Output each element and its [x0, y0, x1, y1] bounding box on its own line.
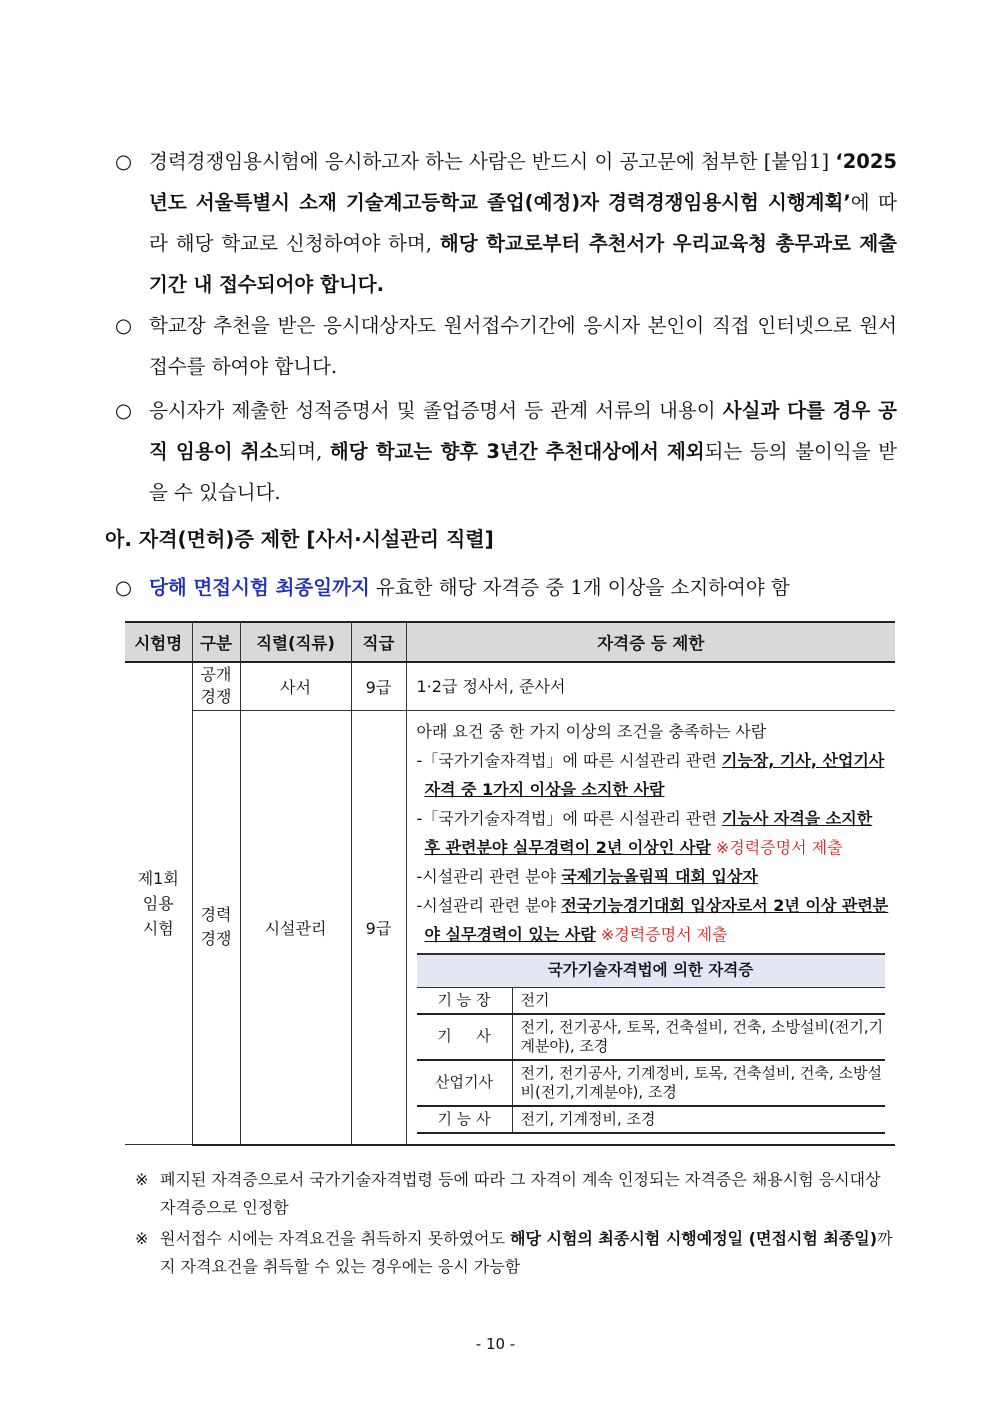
note-acquisition-deadline: ※ 원서접수 시에는 자격요건을 취득하지 못하였어도 해당 시험의 최종시험 시행예정일 (면접시험 최종일)까지 자격요건을 취득할 수 있는 경우에는 응시 가능함	[135, 1225, 895, 1281]
grade-cell: 9급	[351, 662, 406, 710]
note-abolished-licenses: ※ 폐지된 자격증으로서 국가기술자격법령 등에 따라 그 자격이 계속 인정되는 자격증은 채용시험 응시대상 자격증으로 인정함	[135, 1166, 895, 1222]
subtable-title: 국가기술자격법에 의한 자격증	[417, 954, 885, 988]
table-row	[125, 662, 895, 710]
header-type: 구분	[192, 622, 240, 662]
header-exam-name: 시험명	[125, 622, 192, 662]
emphasis-text: 해당 학교는 향후 3년간 추천대상에서 제외	[329, 440, 705, 463]
series-cell: 시설관리	[240, 710, 351, 1145]
type-cell: 경력 경쟁	[192, 710, 240, 1145]
circle-bullet-icon: ○	[115, 576, 133, 599]
emphasis-text: 사실과 다를 경우 공직 임용이 취소	[149, 399, 897, 463]
series-cell: 사서	[240, 662, 351, 710]
emphasis-text: 해당 학교로부터 추천서가 우리교육청 총무과로 제출 기간 내 접수되어야 합니다.	[149, 232, 898, 296]
note-mark-icon: ※	[135, 1170, 149, 1189]
section-heading: 아. 자격(면허)증 제한 [사서·시설관리 직렬]	[105, 527, 494, 551]
page-number: - 10 -	[475, 1335, 516, 1353]
requirement-intro: 아래 요건 중 한 가지 이상의 조건을 충족하는 사람	[416, 721, 767, 741]
subtable-row: 기 능 장 전기	[417, 987, 885, 1014]
type-cell: 공개 경쟁	[192, 662, 240, 710]
circle-bullet-icon: ○	[115, 150, 133, 173]
paragraph-text: 에 따라 해당 학교로 신청하여야 하며,	[149, 191, 897, 255]
subtable-row: 기 사 전기, 전기공사, 토목, 건축설비, 건축, 소방설비(전기,기계분야), 조경	[417, 1014, 885, 1060]
paragraph-online-application	[115, 305, 897, 387]
requirement-item: -시설관리 관련 분야 전국기능경기대회 입상자로서 2년 이상 관련분야 실무경력이 있는 사람 ※경력증명서 제출	[416, 895, 889, 944]
table-row	[125, 710, 895, 1145]
grade-cell: 9급	[351, 710, 406, 1145]
paragraph-text: 되며,	[278, 440, 323, 463]
circle-bullet-icon: ○	[115, 314, 133, 337]
requirement-item: -시설관리 관련 분야 국제기능올림픽 대회 입상자	[416, 866, 758, 886]
license-restriction-table	[125, 621, 895, 1146]
header-series: 직렬(직류)	[240, 622, 351, 662]
requirement-item: -「국가기술자격법」에 따른 시설관리 관련 기능장, 기사, 산업기사 자격 중 1가지 이상을 소지한 사람	[416, 750, 885, 799]
exam-name-cell: 제1회 임용 시험	[125, 662, 192, 1145]
paragraph-text: 응시자가 제출한 성적증명서 및 졸업증명서 등 관계 서류의 내용이	[149, 399, 716, 422]
paragraph-text: 경력경쟁임용시험에 응시하고자 하는 사람은 반드시 이 공고문에 첨부한 [붙임1]	[149, 150, 830, 173]
restriction-cell	[406, 710, 895, 1145]
national-license-subtable	[417, 953, 885, 1134]
table-header-row	[125, 622, 895, 662]
paragraph-text: 되는 등의 불이익을 받을 수 있습니다.	[149, 440, 897, 504]
subtable-row: 산업기사 전기, 전기공사, 기계정비, 토목, 건축설비, 건축, 소방설비(전기,기계분야), 조경	[417, 1060, 885, 1106]
subtable-row: 기 능 사 전기, 기계정비, 조경	[417, 1106, 885, 1133]
header-grade: 직급	[351, 622, 406, 662]
paragraph-text: 학교장 추천을 받은 응시대상자도 원서접수기간에 응시자 본인이 직접 인터넷으로 원서접수를 하여야 합니다.	[149, 314, 897, 378]
requirement-item: -「국가기술자격법」에 따른 시설관리 관련 기능사 자격을 소지한 후 관련분야 실무경력이 2년 이상인 사람 ※경력증명서 제출	[416, 808, 873, 857]
plan-title: ‘2025년도 서울특별시 소재 기술계고등학교 졸업(예정)자 경력경쟁임용시험 시행계획’	[149, 150, 897, 214]
highlight-text: 당해 면접시험 최종일까지	[149, 576, 370, 599]
paragraph-application-procedure	[115, 141, 897, 305]
paragraph-document-warning	[115, 390, 897, 513]
note-mark-icon: ※	[135, 1229, 149, 1248]
paragraph-text: 유효한 해당 자격증 중 1개 이상을 소지하여야 함	[376, 576, 790, 599]
restriction-cell: 1·2급 정사서, 준사서	[406, 662, 895, 710]
header-restriction: 자격증 등 제한	[406, 622, 895, 662]
circle-bullet-icon: ○	[115, 399, 133, 422]
paragraph-license-requirement	[115, 567, 897, 608]
